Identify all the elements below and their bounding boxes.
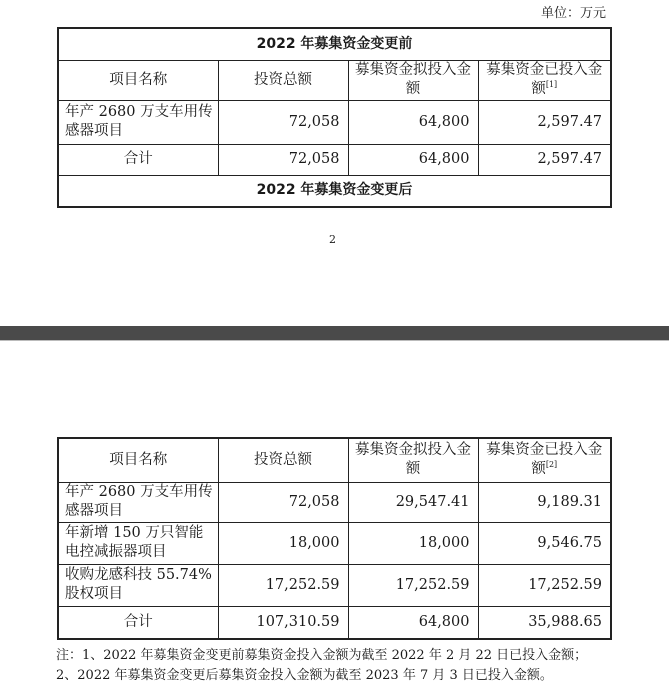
cell-project-name: 收购龙感科技 55.74% 股权项目	[58, 564, 218, 606]
table-before-title: 2022 年募集资金变更前	[58, 28, 611, 60]
footnote-1: 注：1、2022 年募集资金变更前募集资金投入金额为截至 2022 年 2 月 22 日已投入金额；	[56, 648, 588, 663]
footnote-marker: [2]	[545, 460, 558, 470]
header-project-name: 项目名称	[58, 60, 218, 100]
header-invested-amount	[478, 438, 611, 482]
cell-invested: 17,252.59	[478, 564, 611, 606]
cell-total-label: 合计	[58, 606, 218, 639]
header-invested-amount	[478, 60, 611, 100]
cell-planned: 64,800	[348, 100, 478, 144]
header-invested-text: 募集资金已投入金额	[486, 442, 603, 478]
footnote-2: 2、2022 年募集资金变更后募集资金投入金额为截至 2023 年 7 月 3 日已投入金额。	[56, 668, 553, 683]
table-row	[58, 100, 611, 144]
header-project-name: 项目名称	[58, 438, 218, 482]
cell-invested: 35,988.65	[478, 606, 611, 639]
cell-total: 107,310.59	[218, 606, 348, 639]
cell-invested: 9,546.75	[478, 522, 611, 564]
page-gap	[0, 326, 669, 340]
cell-total: 72,058	[218, 144, 348, 175]
total-row	[58, 606, 611, 639]
cell-total: 72,058	[218, 100, 348, 144]
total-row	[58, 144, 611, 175]
cell-project-name: 年新增 150 万只智能电控减振器项目	[58, 522, 218, 564]
cell-project-name: 年产 2680 万支车用传感器项目	[58, 482, 218, 522]
cell-invested: 2,597.47	[478, 144, 611, 175]
cell-planned: 17,252.59	[348, 564, 478, 606]
header-total-investment: 投资总额	[218, 438, 348, 482]
table-row	[58, 564, 611, 606]
cell-total: 17,252.59	[218, 564, 348, 606]
cell-total: 18,000	[218, 522, 348, 564]
cell-planned: 18,000	[348, 522, 478, 564]
page-gap-edge	[0, 340, 669, 341]
header-invested-text: 募集资金已投入金额	[486, 62, 603, 97]
footnote-marker: [1]	[545, 80, 558, 90]
table-after-title: 2022 年募集资金变更后	[58, 175, 611, 207]
table-row	[58, 522, 611, 564]
cell-invested: 2,597.47	[478, 100, 611, 144]
cell-planned: 64,800	[348, 144, 478, 175]
header-planned-investment: 募集资金拟投入金额	[348, 60, 478, 100]
cell-total: 72,058	[218, 482, 348, 522]
table-after-change	[57, 437, 612, 640]
header-planned-investment: 募集资金拟投入金额	[348, 438, 478, 482]
cell-planned: 64,800	[348, 606, 478, 639]
table-before-change	[57, 27, 612, 208]
table-row	[58, 482, 611, 522]
header-total-investment: 投资总额	[218, 60, 348, 100]
cell-invested: 9,189.31	[478, 482, 611, 522]
unit-label: 单位：万元	[541, 6, 607, 21]
cell-total-label: 合计	[58, 144, 218, 175]
cell-project-name: 年产 2680 万支车用传感器项目	[58, 100, 218, 144]
cell-planned: 29,547.41	[348, 482, 478, 522]
page-number: 2	[329, 233, 336, 246]
